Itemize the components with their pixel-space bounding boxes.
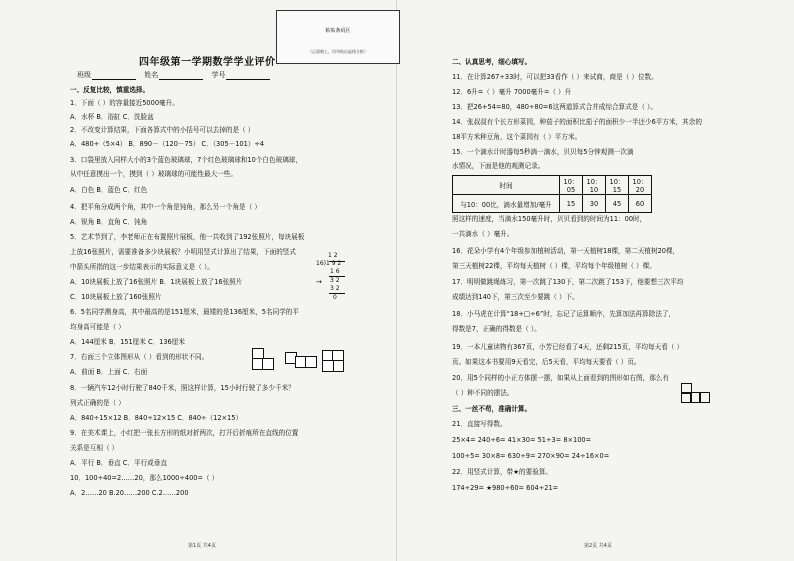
q5-option-ab: A．10块展板上放了16张照片 B．1块展板上放了16张照片 <box>70 278 243 286</box>
q9-cont: 关系是互相（ ） <box>70 444 119 452</box>
division-line-2 <box>329 293 345 294</box>
section-1-heading: 一、反复比较，慎重选择。 <box>70 86 150 94</box>
q2: 2．不改变计算结果，下面各算式中的小括号可以去掉的是（ ） <box>70 126 255 134</box>
q5-cont2: 中箭头所指的这一步结果表示的实际意义是（ ）。 <box>70 263 214 271</box>
q17-cont: 成绩达到140下，第三次至少要跳（ ）下。 <box>452 293 579 301</box>
q14-cont: 18平方米种豆角，这个菜园有（ ）平方米。 <box>452 133 582 141</box>
q5: 5．艺术节到了，李老师正在布置照片展板，他一共收到了192张照片，每块展板 <box>70 233 305 241</box>
footer-right: 第2页 共4页 <box>584 543 612 549</box>
q21: 21．直接写得数。 <box>452 420 507 428</box>
table-cell: 60 <box>629 195 652 213</box>
table-row <box>453 195 652 213</box>
q14: 14．张叔叔有个长方形菜园，种茄子的面积比茄子的面积少一半还少6平方米，其余的 <box>452 118 702 126</box>
footer-left: 第1页 共4页 <box>188 543 216 549</box>
q6-cont: 均身高可能是（ ） <box>70 323 125 331</box>
q3-options: A．白色 B．蓝色 C．红色 <box>70 186 148 194</box>
q22: 22．用竖式计算，带★的要验算。 <box>452 468 553 476</box>
q20-cont: （ ）种不同的摆法。 <box>452 389 514 397</box>
table-header-row <box>453 176 652 195</box>
q15-cont3: 一共滴水（ ）毫升。 <box>452 230 514 238</box>
q21-row-2: 100÷5= 30×8= 630÷9= 270×90= 24÷16×0= <box>452 452 610 460</box>
name-label: 姓名 <box>144 71 159 79</box>
division-remainder: 0 <box>333 294 337 301</box>
drip-table <box>452 175 652 213</box>
q7-options: A．前面 B．上面 C．右面 <box>70 368 148 376</box>
q9-options: A．平行 B．垂直 C．平行或垂直 <box>70 459 167 467</box>
division-dividend: 16)1 9 2 <box>316 260 342 267</box>
q11: 11．在计算267÷33时，可以把33看作（ ）来试商，商是（ ）位数。 <box>452 73 658 81</box>
q21-row-1: 25×4= 240÷6= 41×30= 51÷3= 8×100= <box>452 436 592 444</box>
q1-options: A．水杯 B．浴缸 C．洗脸盆 <box>70 113 154 121</box>
q15-cont2: 照这样的速度，当滴水150毫升时，贝贝看到的时间为11：00时， <box>452 215 647 223</box>
q16-cont: 第三天植树22棵，平均每天植树（ ）棵，平均每个年级植树（ ）棵。 <box>452 262 656 270</box>
q12: 12．6升=（ ）毫升 7000毫升=（ ）升 <box>452 88 572 96</box>
division-quotient: 1 2 <box>328 252 338 259</box>
q3-cont: 从中任意摸出一个，摸到（ ）玻璃球的可能性最大一些。 <box>70 170 237 178</box>
q5-cont1: 上放16张照片，需要准备多少块展板？小明用竖式计算出了结果，下面的竖式 <box>70 248 296 256</box>
table-cell: 15 <box>560 195 583 213</box>
q9: 9．在美术课上，小红把一张长方形的纸对折两次，打开后折痕所在直线的位置 <box>70 429 299 437</box>
q8: 8．一辆汽车12小时行驶了840千米，照这样计算，15小时行驶了多少千米？ <box>70 384 295 392</box>
q7: 7．右面三个立体图形从（ ）看到的形状不同。 <box>70 353 209 361</box>
barcode-title: 粘贴条码区 <box>325 28 351 34</box>
q5-option-c: C．10块展板上放了160张照片 <box>70 293 162 301</box>
square-icon <box>699 392 710 403</box>
q8-options: A．840÷15×12 B．840÷12×15 C．840÷（12×15） <box>70 414 243 422</box>
division-arrow-icon: → <box>316 278 322 286</box>
q22-problems: 174÷29= ★980÷60= 604÷21= <box>452 484 559 492</box>
q13: 13．把26+54=80，480÷80=6这两道算式合并成综合算式是（ ）。 <box>452 103 657 111</box>
section-3-heading: 三、一丝不苟，准确计算。 <box>452 405 532 413</box>
barcode-note: （正面朝上，切勿贴出虚线方框） <box>308 49 368 54</box>
division-step-1: 1 6 <box>330 268 340 275</box>
q18-cont: 得数是7，正确的得数是（ ）。 <box>452 325 541 333</box>
number-label: 学号 <box>211 71 226 79</box>
cube-icon <box>262 358 274 370</box>
division-line-1 <box>329 276 345 277</box>
table-row-label: 与10：00比，滴水量增加/毫升 <box>453 195 560 213</box>
q4-options: A．锐角 B．直角 C．钝角 <box>70 218 148 226</box>
q15-cont: 水情况，下面是他的观测记录。 <box>452 162 545 170</box>
q8-cont: 列式正确的是（ ） <box>70 399 125 407</box>
q18: 18．小马虎在计算“18+□÷6”时，忘记了运算顺序，先算加法再算除法了， <box>452 310 676 318</box>
q6: 6．5名同学测身高，其中最高的是151厘米，最矮的是136厘米，5名同学的平 <box>70 308 299 316</box>
q15: 15．一个滴水计时器每5秒滴一滴水，贝贝每5分钟观测一次滴 <box>452 148 634 156</box>
cube-icon <box>305 356 317 368</box>
table-header: 10：05 <box>560 176 583 195</box>
division-step-3: 3 2 <box>330 285 340 292</box>
q6-options: A．144厘米 B．151厘米 C．136厘米 <box>70 338 185 346</box>
q16: 16．花朵小学有4个年级参加植树活动，第一天植树18棵，第二天植树20棵， <box>452 247 680 255</box>
q2-options: A．480÷（5×4） B．890－（120－75） C．（305－101）÷4 <box>70 140 265 148</box>
table-header: 10：10 <box>583 176 606 195</box>
q19-cont: 页。如果这本书要用9天看完，后5天看，平均每天要看（ ）页。 <box>452 358 641 366</box>
table-cell: 30 <box>583 195 606 213</box>
q19: 19．一本儿童读物有367页，小芳已经看了4天，还剩215页，平均每天看（ ） <box>452 343 684 351</box>
q1: 1．下面（ ）的容量接近5000毫升。 <box>70 99 179 107</box>
q17: 17．明明做跳绳练习，第一次跳了130下，第二次跳了153下，他要想三次平均 <box>452 278 684 286</box>
exam-title: 四年级第一学期数学学业评价 <box>139 57 276 68</box>
section-2-heading: 二、认真思考，细心填写。 <box>452 58 532 66</box>
q20: 20．用5个同样的小正方体摆一摆，如果从上面看到的图形如右图，那么有 <box>452 374 669 382</box>
q3: 3．口袋里放入同样大小的3个蓝色玻璃球，7个红色玻璃球和10个白色玻璃球， <box>70 156 302 164</box>
table-header: 时间 <box>453 176 560 195</box>
q10: 10．100÷40=2……20，那么1000÷400=（ ） <box>70 474 219 482</box>
table-header: 10：15 <box>606 176 629 195</box>
class-label: 班级 <box>77 71 91 79</box>
q10-options: A．2……20 B.20……200 C.2……200 <box>70 489 189 497</box>
division-step-2: 3 2 <box>330 277 340 284</box>
table-cell: 45 <box>606 195 629 213</box>
table-header: 10：20 <box>629 176 652 195</box>
cube-icon <box>322 360 334 372</box>
division-bar <box>329 261 345 262</box>
q4: 4．把平角分成两个角，其中一个角是钝角，那么另一个角是（ ） <box>70 203 261 211</box>
